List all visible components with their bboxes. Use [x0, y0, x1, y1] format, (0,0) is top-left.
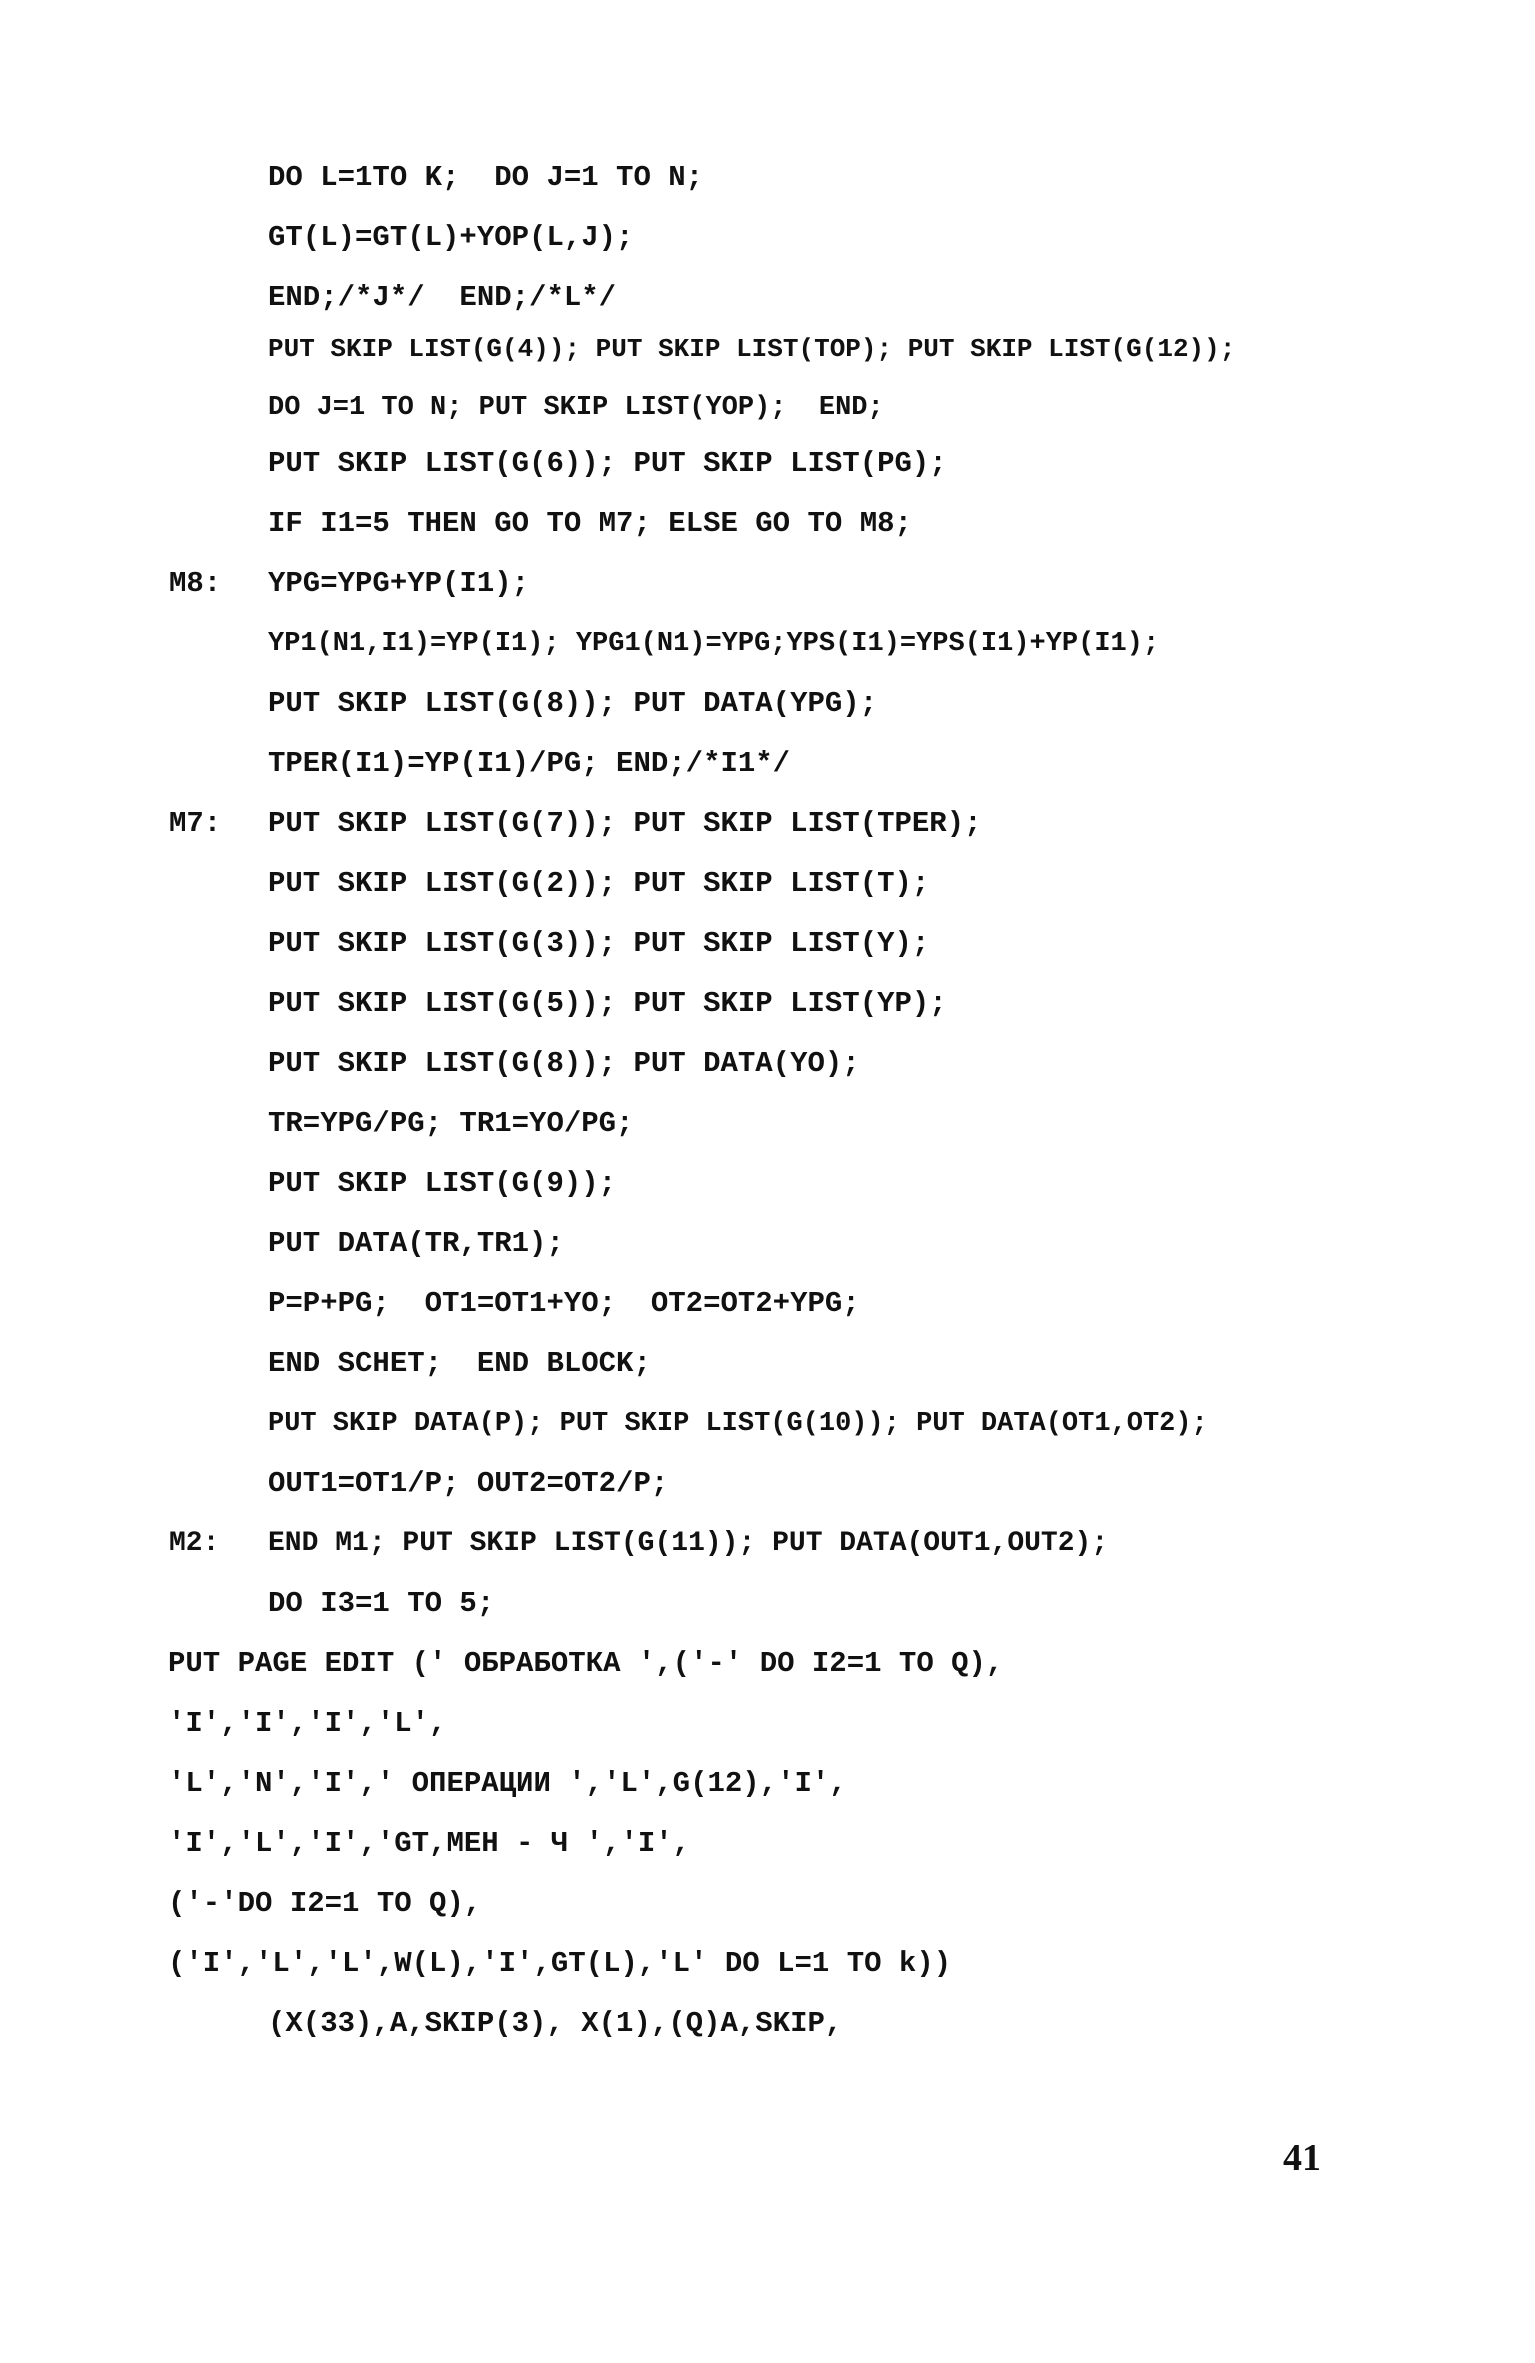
code-text: PUT SKIP LIST(G(2)); PUT SKIP LIST(T); [268, 867, 930, 900]
code-text: PUT SKIP LIST(G(7)); PUT SKIP LIST(TPER); [268, 807, 982, 840]
code-text: OUT1=OT1/P; OUT2=OT2/P; [268, 1467, 669, 1500]
code-text: DO L=1TO K; DO J=1 TO N; [268, 161, 704, 194]
code-text: PUT SKIP LIST(G(6)); PUT SKIP LIST(PG); [268, 447, 947, 480]
code-text: DO I3=1 TO 5; [268, 1587, 495, 1620]
code-line [268, 624, 1159, 664]
code-line [268, 924, 929, 964]
code-line [268, 1044, 860, 1084]
statement-label: M8: [169, 567, 222, 600]
code-line [268, 1464, 668, 1504]
code-line [268, 2004, 842, 2044]
code-line [169, 1524, 1109, 1564]
code-text: ('I','L','L',W(L),'I',GT(L),'L' DO L=1 TO k)) [168, 1947, 952, 1980]
code-line [168, 1704, 446, 1744]
code-text: GT(L)=GT(L)+YOP(L,J); [268, 221, 634, 254]
code-line [268, 864, 929, 904]
code-line [168, 1644, 1003, 1684]
code-text: YP1(N1,I1)=YP(I1); YPG1(N1)=YPG;YPS(I1)=YPS(I1)+YP(I1); [268, 629, 1160, 659]
code-text: PUT PAGE EDIT (' ОБРАБОТКА ',('-' DO I2=1 TO Q), [168, 1647, 1004, 1680]
code-line [268, 1344, 651, 1384]
code-text: PUT DATA(TR,TR1); [268, 1227, 564, 1260]
code-text: PUT SKIP LIST(G(8)); PUT DATA(YPG); [268, 687, 878, 720]
code-text: IF I1=5 THEN GO TO M7; ELSE GO TO M8; [268, 507, 912, 540]
code-text: (X(33),A,SKIP(3), X(1),(Q)A,SKIP, [268, 2007, 843, 2040]
page-number: 41 [1283, 2137, 1321, 2179]
code-line [168, 1944, 951, 1984]
code-text: PUT SKIP LIST(G(9)); [268, 1167, 617, 1200]
code-text: PUT SKIP LIST(G(8)); PUT DATA(YO); [268, 1047, 860, 1080]
code-text: PUT SKIP DATA(P); PUT SKIP LIST(G(10)); PUT DATA(OT1,OT2); [268, 1409, 1208, 1439]
code-text: ('-'DO I2=1 TO Q), [168, 1887, 482, 1920]
code-text: TR=YPG/PG; TR1=YO/PG; [268, 1107, 634, 1140]
code-text: DO J=1 TO N; PUT SKIP LIST(YOP); END; [268, 393, 884, 423]
code-text: END M1; PUT SKIP LIST(G(11)); PUT DATA(OUT1,OUT2); [268, 1528, 1109, 1559]
code-line [268, 218, 633, 258]
code-text: PUT SKIP LIST(G(4)); PUT SKIP LIST(TOP); PUT SKIP LIST(G(12)); [268, 334, 1236, 364]
code-text: PUT SKIP LIST(G(5)); PUT SKIP LIST(YP); [268, 987, 947, 1020]
code-line [268, 444, 947, 484]
code-line [268, 158, 703, 198]
code-line [168, 1824, 690, 1864]
code-line [268, 1164, 616, 1204]
code-text: END SCHET; END BLOCK; [268, 1347, 651, 1380]
code-line [268, 1224, 564, 1264]
code-line [168, 1764, 847, 1804]
code-line [268, 388, 884, 428]
code-line [268, 278, 616, 318]
code-line [268, 1104, 633, 1144]
code-line [168, 1884, 481, 1924]
code-text: P=P+PG; OT1=OT1+YO; OT2=OT2+YPG; [268, 1287, 860, 1320]
code-line [268, 329, 1235, 369]
code-text: 'I','L','I','GT,МЕН - Ч ','I', [168, 1827, 691, 1860]
code-line [268, 684, 877, 724]
code-text: END;/*J*/ END;/*L*/ [268, 281, 617, 314]
code-text: 'I','I','I','L', [168, 1707, 447, 1740]
code-line [268, 1584, 494, 1624]
code-line [169, 804, 982, 844]
code-line [169, 564, 530, 604]
statement-label: M2: [169, 1528, 220, 1559]
code-line [268, 744, 790, 784]
code-line [268, 1284, 860, 1324]
code-text: TPER(I1)=YP(I1)/PG; END;/*I1*/ [268, 747, 791, 780]
code-text: PUT SKIP LIST(G(3)); PUT SKIP LIST(Y); [268, 927, 930, 960]
code-line [268, 504, 912, 544]
code-text: YPG=YPG+YP(I1); [268, 567, 530, 600]
code-line [268, 1404, 1208, 1444]
code-text: 'L','N','I',' ОПЕРАЦИИ ','L',G(12),'I', [168, 1767, 847, 1800]
statement-label: M7: [169, 807, 222, 840]
code-line [268, 984, 947, 1024]
